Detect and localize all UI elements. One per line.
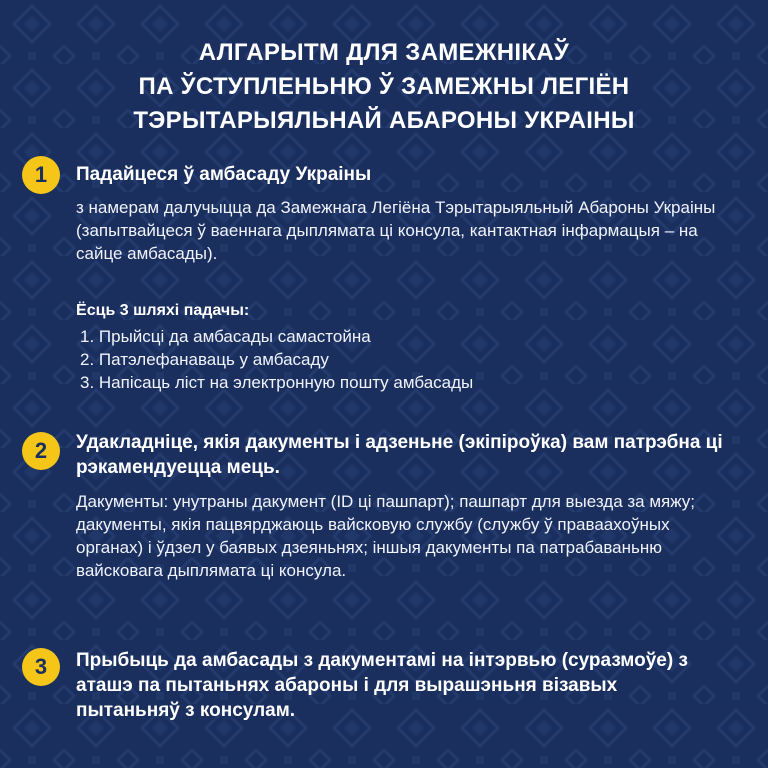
list-item: 2. Патэлефанаваць у амбасаду bbox=[80, 350, 329, 369]
list-item: 1. Прыйсці да амбасады самастойна bbox=[80, 327, 371, 346]
step-1-heading: Падайцеся ў амбасаду Украіны bbox=[76, 164, 372, 185]
page-title bbox=[0, 36, 768, 138]
step-3-heading: Прыбыць да амбасады з дакументамі на інтэрвью (суразмоўе) з аташэ па пытаньнях абароны і для вырашэньня візавых пытаньняў з консулам. bbox=[76, 650, 688, 721]
title-line-1: АЛГАРЫТМ ДЛЯ ЗАМЕЖНІКАЎ bbox=[198, 39, 570, 66]
list-item: 3. Напісаць ліст на электронную пошту амбасады bbox=[80, 373, 474, 392]
step-2-text: Дакументы: унутраны дакумент (ID ці пашпарт); пашпарт для выезда за мяжу; дакументы, якія пацвярджаюць вайсковую службу (службу ў праваахоўных органах) і ўдзел у баявых дзеяньнях; іншыя дакументы па патрабаваньню вайсковага дыплямата ці консула. bbox=[76, 492, 696, 580]
step-1-ways-list bbox=[80, 325, 473, 394]
step-1-ways-title: Ёсць 3 шляхі падачы: bbox=[76, 302, 250, 319]
step-1-text: з намерам далучыцца да Замежнага Легіёна Тэрытарыяльный Абароны Украіны (запытвайцеся ў ваеннага дыплямата ці консула, кантактная інфармацыя – на сайце амбасады). bbox=[76, 198, 716, 263]
step-2-heading: Удакладніце, якія дакументы і адзеньне (экіпіроўка) вам патрэбна ці рэкамендуецца мець. bbox=[76, 432, 723, 478]
title-line-3: ТЭРЫТАРЫЯЛЬНАЙ АБАРОНЫ УКРАІНЫ bbox=[133, 107, 635, 134]
step-1-badge: 1 bbox=[22, 156, 60, 194]
title-line-2: ПА ЎСТУПЛЕНЬНЮ Ў ЗАМЕЖНЫ ЛЕГІЁН bbox=[138, 73, 630, 100]
step-3-badge: 3 bbox=[22, 648, 60, 686]
step-2-badge: 2 bbox=[22, 432, 60, 470]
